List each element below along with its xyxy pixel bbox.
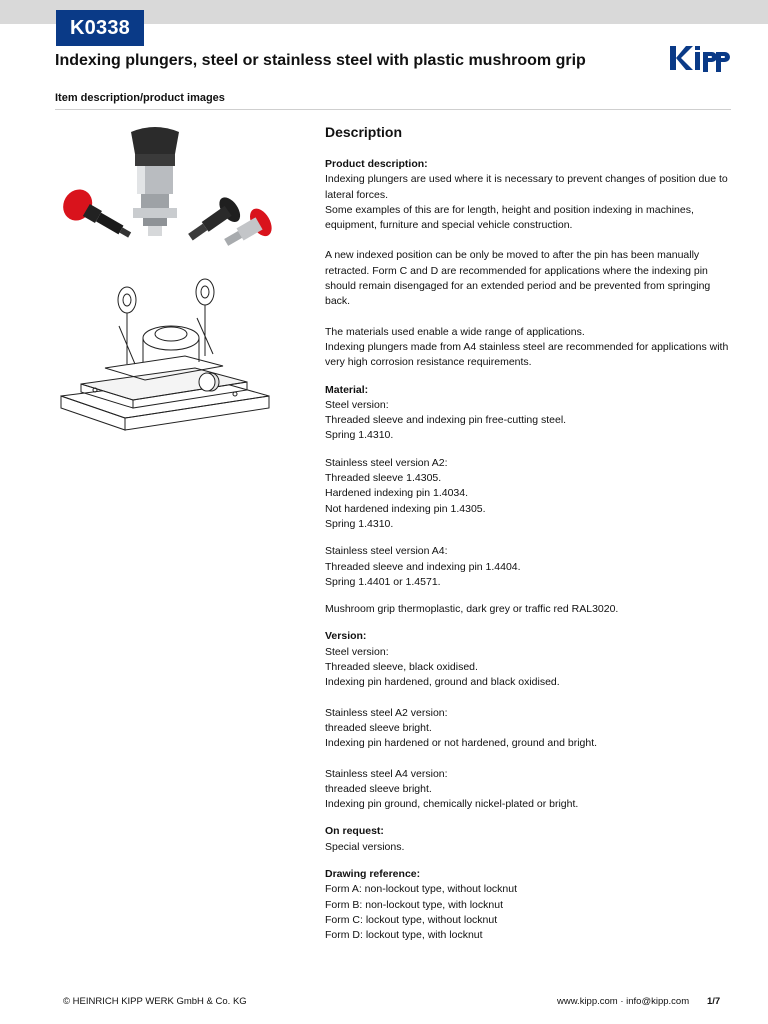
material-a4-block (325, 544, 733, 590)
version-line: threaded sleeve bright. (325, 721, 432, 734)
drawing-reference-item: Form D: lockout type, with locknut (325, 929, 483, 942)
material-line: Threaded sleeve 1.4305. (325, 472, 442, 485)
materials-paragraph (325, 325, 733, 371)
material-line: Stainless steel version A2: (325, 456, 448, 469)
product-description-heading: Product description: (325, 158, 428, 170)
description-heading: Description (325, 124, 403, 140)
material-steel-block (325, 383, 733, 444)
material-line: Hardened indexing pin 1.4034. (325, 487, 469, 500)
material-heading: Material: (325, 383, 369, 396)
material-line: Not hardened indexing pin 1.4305. (325, 502, 486, 515)
page-title: Indexing plungers, steel or stainless steel with plastic mushroom grip (55, 52, 586, 69)
on-request-text: Special versions. (325, 840, 405, 853)
material-line: Threaded sleeve and indexing pin 1.4404. (325, 560, 521, 573)
material-line: Threaded sleeve and indexing pin free-cutting steel. (325, 414, 567, 427)
version-line: Steel version: (325, 645, 389, 658)
application-drawing (55, 266, 275, 438)
large-plunger-illustration (131, 127, 179, 236)
red-plunger-left (58, 184, 138, 249)
product-description-line: Indexing plungers are used where it is necessary to prevent changes of position due to lateral forces. (325, 173, 728, 201)
drawing-reference-item: Form A: non-lockout type, without locknut (325, 883, 518, 896)
materials-line: Indexing plungers made from A4 stainless steel are recommended for applications with very high corrosion resistance requirements. (325, 340, 729, 369)
version-line: Indexing pin hardened or not hardened, ground and bright. (325, 737, 598, 750)
version-line: Indexing pin ground, chemically nickel-plated or bright. (325, 798, 579, 811)
version-line: Indexing pin hardened, ground and black oxidised. (325, 676, 560, 689)
material-line: Steel version: (325, 398, 389, 411)
version-heading: Version: (325, 630, 367, 643)
drawing-reference-item: Form B: non-lockout type, with locknut (325, 898, 503, 911)
page-number: 1/7 (707, 996, 721, 1007)
material-a2-block (325, 456, 733, 532)
description-column (325, 124, 733, 955)
kipp-logo (668, 38, 732, 74)
material-line: Spring 1.4310. (325, 429, 394, 442)
product-code-badge: K0338 (56, 10, 144, 46)
grip-material-text: Mushroom grip thermoplastic, dark grey or traffic red RAL3020. (325, 603, 619, 616)
material-line: Spring 1.4401 or 1.4571. (325, 575, 441, 588)
materials-line: The materials used enable a wide range of applications. (325, 325, 585, 338)
drawing-reference-heading: Drawing reference: (325, 867, 421, 880)
on-request-heading: On request: (325, 825, 384, 838)
retraction-paragraph: A new indexed position can be only be moved to after the pin has been manually retracted. Form C and D are recommended for applications where the indexing pin should remain disengaged for an extended period and be prevented from springing back. (325, 249, 711, 308)
version-steel-block (325, 629, 733, 690)
on-request-block (325, 824, 733, 855)
version-a2-block (325, 706, 733, 752)
material-line: Spring 1.4310. (325, 517, 394, 530)
version-line: threaded sleeve bright. (325, 782, 432, 795)
footer-copyright: © HEINRICH KIPP WERK GmbH & Co. KG (63, 996, 247, 1007)
section-divider (55, 109, 731, 110)
version-line: Threaded sleeve, black oxidised. (325, 661, 478, 674)
material-line: Stainless steel version A4: (325, 545, 448, 558)
footer-contact-link[interactable]: www.kipp.com · info@kipp.com (557, 996, 690, 1007)
drawing-reference-block (325, 867, 733, 943)
drawing-reference-item: Form C: lockout type, without locknut (325, 913, 498, 926)
product-description-line: Some examples of this are for length, height and position indexing in machines, equipment, furniture and special vehicle construction. (325, 203, 694, 232)
version-line: Stainless steel A2 version: (325, 706, 448, 719)
version-a4-block (325, 767, 733, 813)
version-line: Stainless steel A4 version: (325, 767, 448, 780)
product-photo (55, 120, 275, 260)
product-description-block (325, 157, 733, 233)
section-label: Item description/product images (55, 92, 225, 104)
